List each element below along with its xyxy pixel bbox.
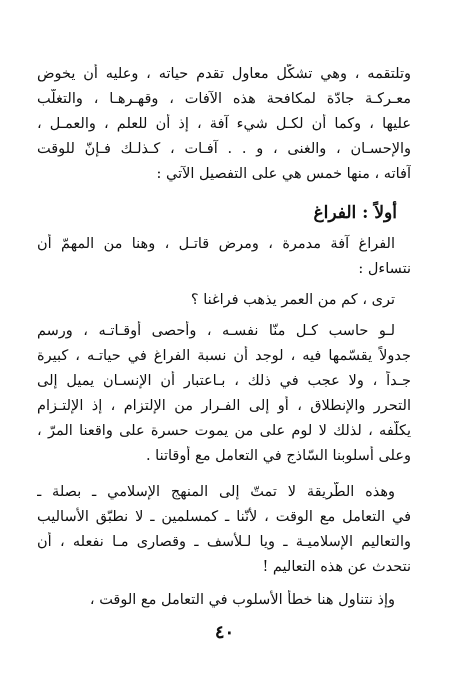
- paragraph-5-line-4: نتحدث عن هذه التعاليم !: [262, 559, 411, 575]
- paragraph-1-line-4: والإحسـان ، والغنى ، و . . آفـات ، كـذلـك فـإنّ للوقت: [37, 141, 411, 157]
- paragraph-1-line-3: عليها ، وكما أن لكـل شيء آفة ، إذ أن للعلم ، والعمـل ،: [37, 116, 411, 132]
- paragraph-2-line-1: الفراغ آفة مدمرة ، ومرض قاتـل ، وهنا من المهمّ أن: [37, 236, 395, 252]
- paragraph-5-line-1: وهذه الطّريقة لا تمتّ إلى المنهج الإسلامي ـ بصلة ـ: [37, 484, 395, 500]
- page-number: ٤٠: [214, 622, 235, 643]
- paragraph-1-line-2: معـركـة جادّة لمكافحة هذه الآفات ، وقهـرهـا ، والتغلّب: [37, 91, 411, 107]
- paragraph-4-line-6: وعلى أسلوبنا السّاذج في التعامل مع أوقاتنا .: [145, 448, 411, 464]
- paragraph-1-line-5: آفاته ، منها خمس هي على التفصيل الآتي :: [156, 166, 411, 182]
- paragraph-4-line-1: لـو حاسب كـل منّا نفسـه ، وأحصى أوقـاتـه ، ورسم: [37, 323, 395, 339]
- section-heading: أولاً : الفراغ: [313, 203, 397, 223]
- paragraph-4-line-5: يكلّفه ، لذلك لا لوم على من يموت حسرة على واقعنا المرّ ،: [37, 423, 411, 439]
- paragraph-4-line-3: جـداً ، ولا عجب في ذلك ، بـاعتبار أن الإنسـان يميل إلى: [37, 373, 411, 389]
- paragraph-2-line-2: نتساءل :: [358, 261, 411, 277]
- paragraph-5-line-2: في التعامل مع الوقت ، لأنّنا ـ كمسلمين ـ لا نطبّق الأساليب: [37, 509, 411, 525]
- paragraph-4-line-4: التحرر والإنطلاق ، أو إلى الفـرار من الإلتزام ، إذ الإلتـزام: [37, 398, 411, 414]
- paragraph-6-line-1: وإذ نتناول هنا خطأ الأسلوب في التعامل مع الوقت ،: [89, 592, 395, 608]
- paragraph-1-line-1: وتلتقمه ، وهي تشكّل معاول تقدم حياته ، وعليه أن يخوض: [37, 66, 411, 82]
- paragraph-3-line-1: ترى ، كم من العمر يذهب فراغنا ؟: [190, 292, 395, 308]
- paragraph-5-line-3: والتعاليم الإسلاميـة ـ ويا لـلأسف ـ وقصارى مـا نفعله ، أن: [37, 534, 411, 550]
- paragraph-4-line-2: جدولاً يقسّمها فيه ، لوجد أن نسبة الفراغ في حياتـه ، كبيرة: [37, 348, 411, 364]
